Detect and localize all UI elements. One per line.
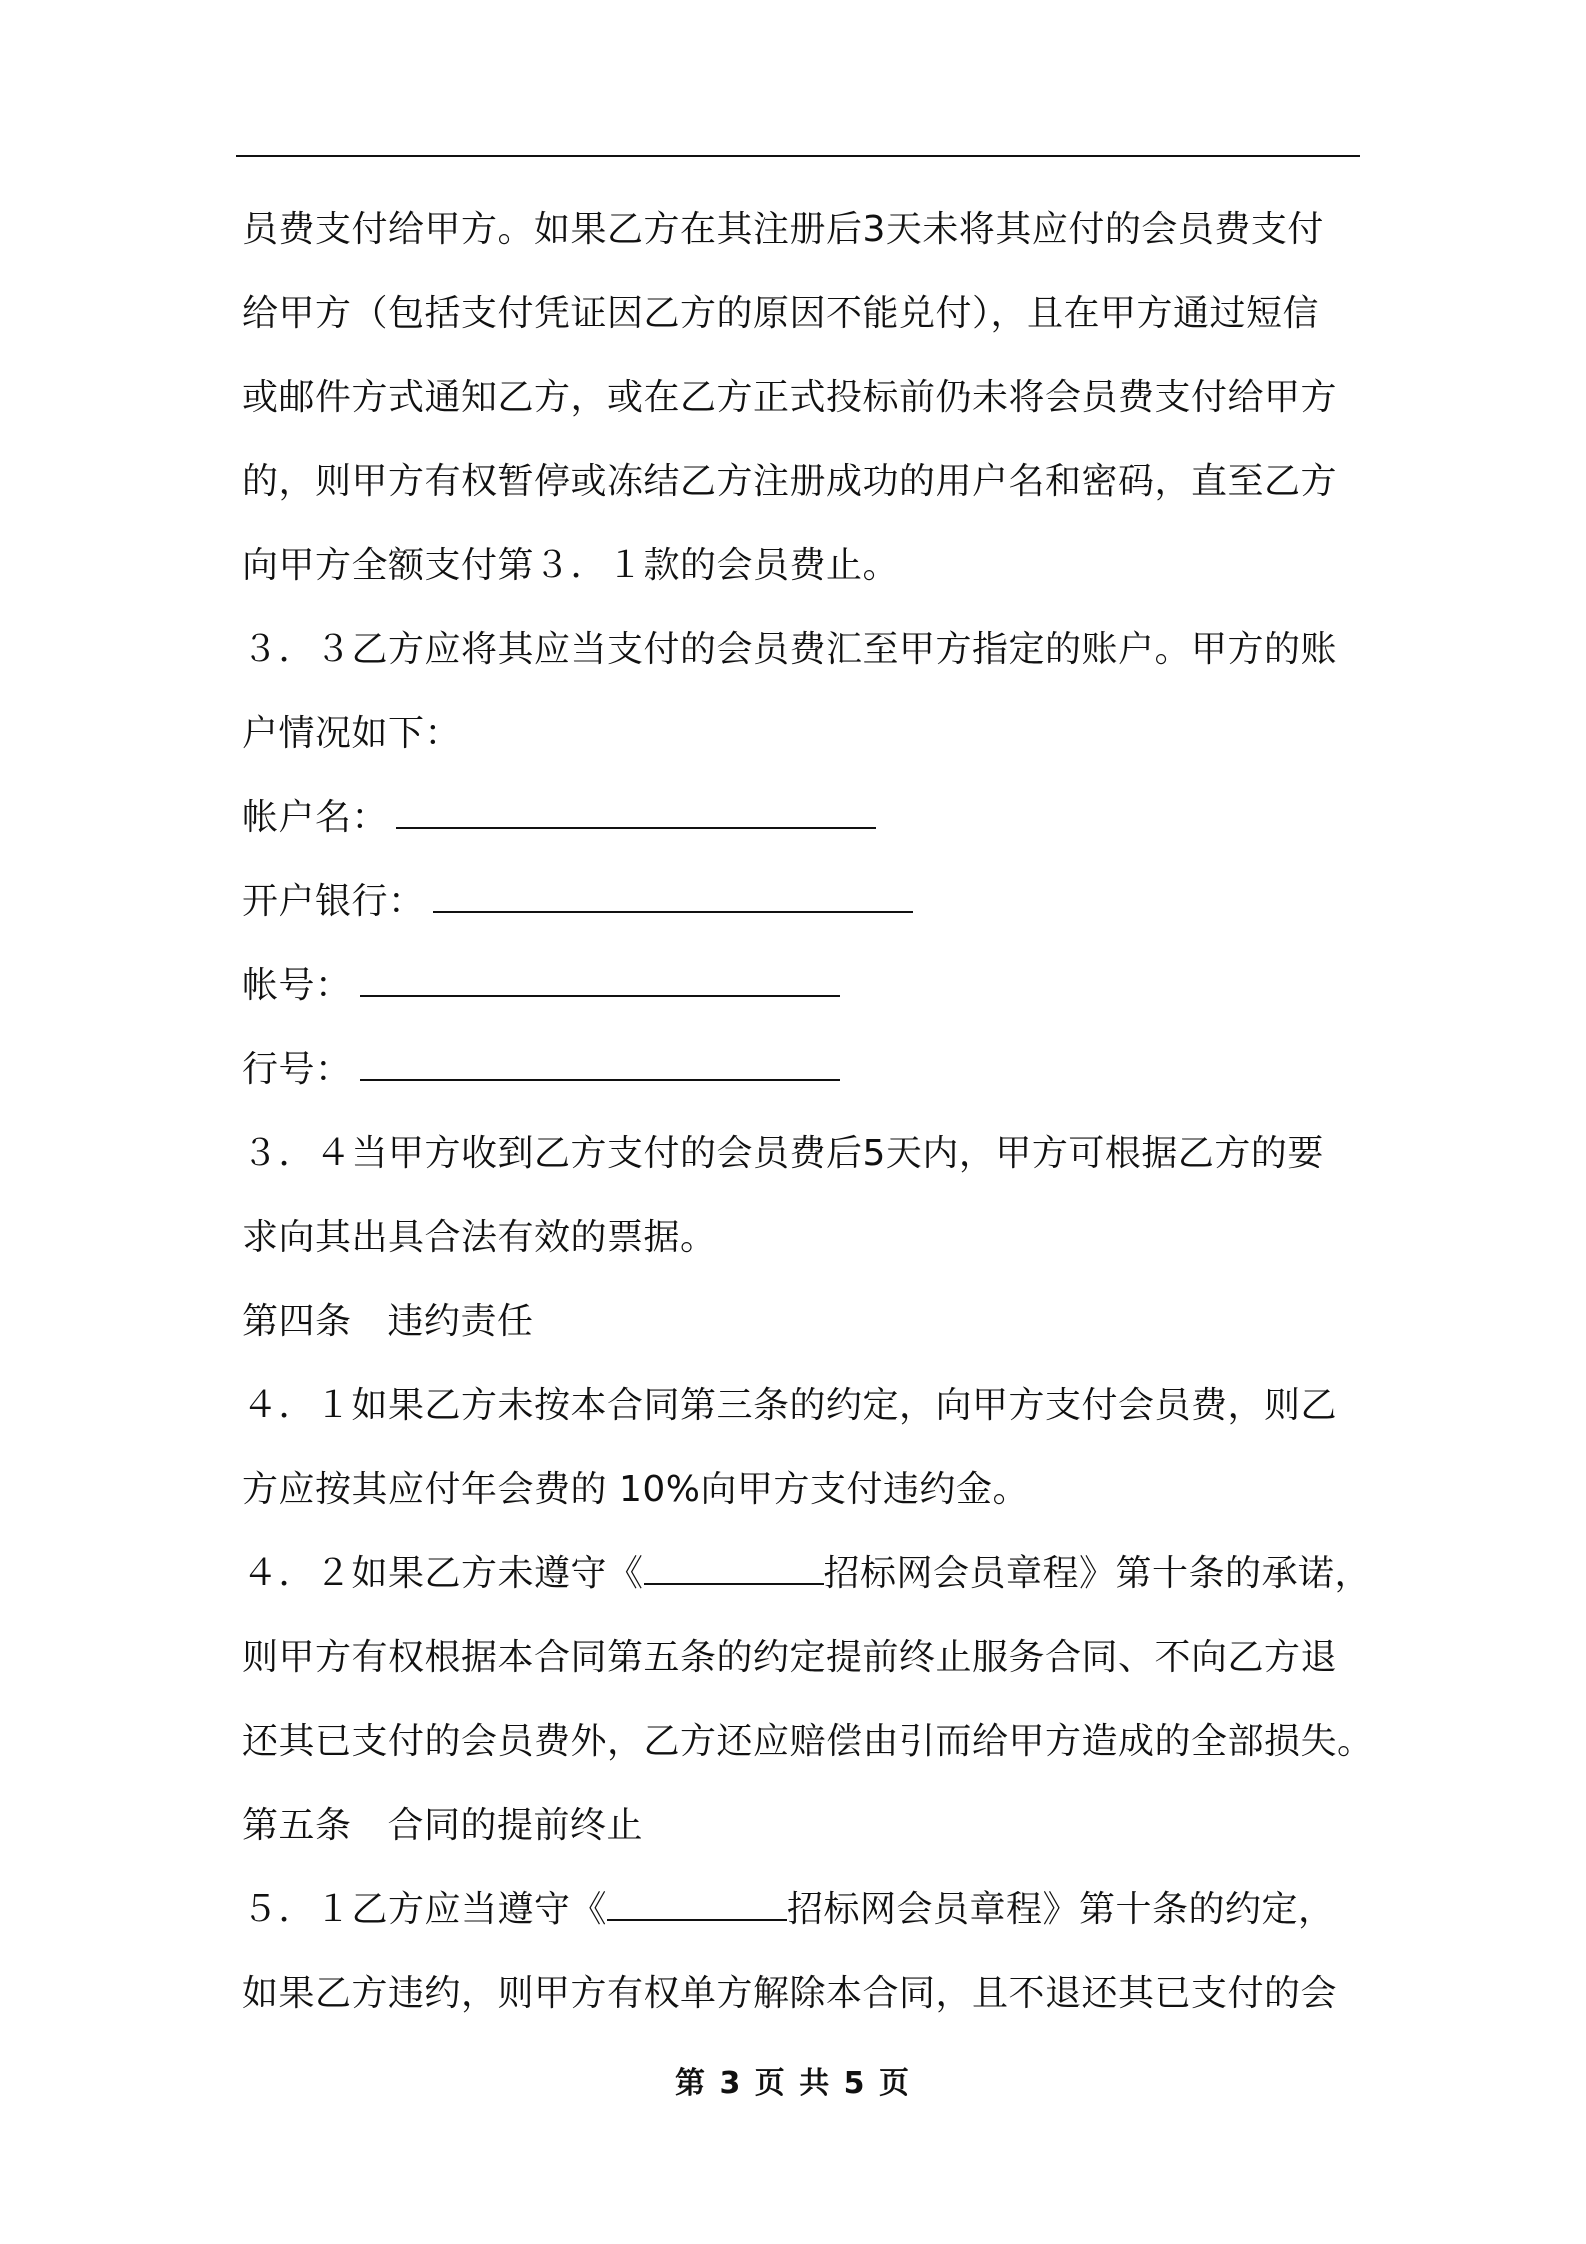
- clause-4-2-pre: ４．２如果乙方未遵守《: [242, 1553, 644, 1594]
- page-footer: 第 3 页 共 5 页: [675, 2066, 911, 2101]
- paragraph-line: 还其已支付的会员费外，乙方还应赔偿由引而给甲方造成的全部损失。: [242, 1721, 1374, 1762]
- branch-number-blank: [360, 1049, 840, 1081]
- bank-row: [242, 860, 1372, 944]
- clause-5-1-post: 招标网会员章程》第十条的约定，: [787, 1889, 1335, 1930]
- clause-4-2-post: 招标网会员章程》第十条的承诺，: [823, 1553, 1372, 1594]
- bank-label: 开户银行：: [242, 881, 425, 922]
- clause-5-1-pre: ５．１乙方应当遵守《: [242, 1889, 608, 1930]
- account-number-row: [242, 944, 1372, 1028]
- paragraph-line: 员费支付给甲方。如果乙方在其注册后3天未将其应付的会员费支付: [242, 209, 1324, 250]
- account-number-blank: [360, 965, 840, 997]
- clause-5-1-line: [242, 1868, 1372, 1952]
- clause-4-2-line: [242, 1532, 1372, 1616]
- paragraph-line: 则甲方有权根据本合同第五条的约定提前终止服务合同、不向乙方退: [242, 1637, 1338, 1678]
- paragraph-line: 或邮件方式通知乙方，或在乙方正式投标前仍未将会员费支付给甲方: [242, 377, 1338, 418]
- account-name-row: [242, 776, 1372, 860]
- paragraph-line: 给甲方（包括支付凭证因乙方的原因不能兑付），且在甲方通过短信: [242, 293, 1320, 334]
- paragraph-line: 的，则甲方有权暂停或冻结乙方注册成功的用户名和密码，直至乙方: [242, 461, 1338, 502]
- article-4-number: 第四条: [242, 1301, 352, 1342]
- clause-4-1-line: ４．１如果乙方未按本合同第三条的约定，向甲方支付会员费，则乙: [242, 1385, 1338, 1426]
- branch-number-row: [242, 1028, 1372, 1112]
- paragraph-line: 户情况如下：: [242, 713, 462, 754]
- clause-3-3-line: ３．３乙方应将其应当支付的会员费汇至甲方指定的账户。甲方的账: [242, 629, 1338, 670]
- account-number-label: 帐号：: [242, 965, 352, 1006]
- clause-5-1-blank: [607, 1889, 787, 1921]
- header-rule: [236, 155, 1360, 157]
- paragraph-line: 如果乙方违约，则甲方有权单方解除本合同，且不退还其已支付的会: [242, 1973, 1338, 2014]
- article-5-number: 第五条: [242, 1805, 352, 1846]
- clause-4-2-blank: [644, 1553, 824, 1585]
- article-5-title: 合同的提前终止: [387, 1805, 644, 1846]
- clause-3-4-line: ３．４当甲方收到乙方支付的会员费后5天内，甲方可根据乙方的要: [242, 1133, 1324, 1174]
- paragraph-line: 求向其出具合法有效的票据。: [242, 1217, 717, 1258]
- account-name-label: 帐户名：: [242, 797, 389, 838]
- paragraph-line: 向甲方全额支付第３．１款的会员费止。: [242, 545, 900, 586]
- article-4-heading: [242, 1280, 1372, 1364]
- article-4-title: 违约责任: [387, 1301, 534, 1342]
- branch-number-label: 行号：: [242, 1049, 352, 1090]
- paragraph-line: 方应按其应付年会费的 10%向甲方支付违约金。: [242, 1469, 1029, 1510]
- bank-blank: [433, 881, 913, 913]
- document-body: [242, 188, 1372, 2036]
- account-name-blank: [396, 797, 876, 829]
- article-5-heading: [242, 1784, 1372, 1868]
